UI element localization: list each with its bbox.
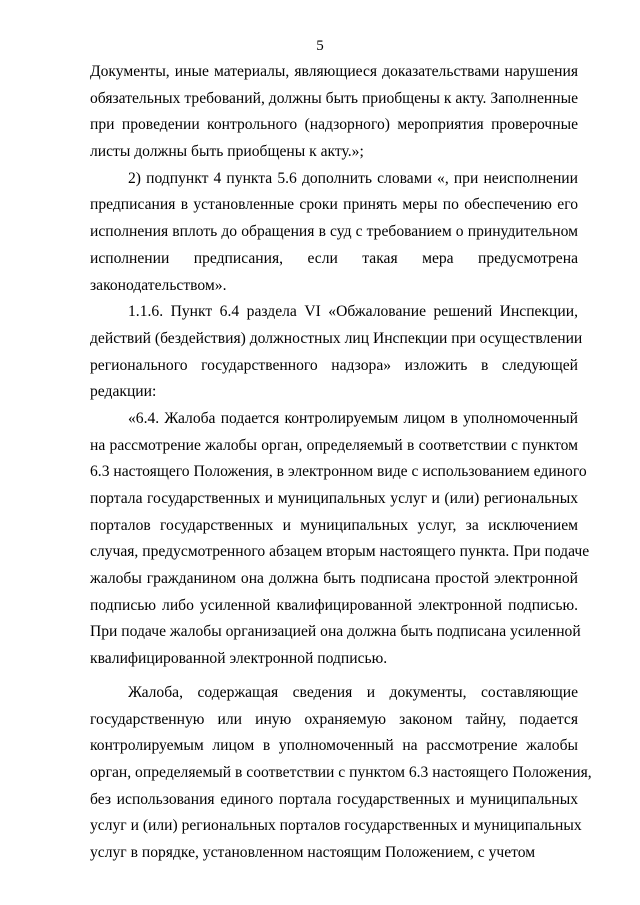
text-line: исполнения вплоть до обращения в суд с требованием о принудительном: [90, 223, 578, 241]
text-line: подписью либо усиленной квалифицированной электронной подписью.: [90, 596, 578, 614]
text-line: государственную или иную охраняемую законом тайну, подается: [90, 710, 578, 728]
paragraph: [90, 59, 578, 166]
text-line: исполнении предписания, если такая мера предусмотрена: [90, 249, 578, 267]
text-line: предписания в установленные сроки принять меры по обеспечению его: [90, 196, 578, 214]
text-line: порталов государственных и муниципальных услуг, за исключением: [90, 516, 578, 534]
text-line: случая, предусмотренного абзацем вторым настоящего пункта. При подаче: [90, 543, 590, 561]
text-line: регионального государственного надзора» изложить в следующей: [90, 356, 578, 374]
text-line: без использования единого портала государственных и муниципальных: [90, 790, 578, 808]
document-body: [90, 59, 592, 867]
text-line: Жалоба, содержащая сведения и документы, составляющие: [128, 683, 578, 701]
text-line: законодательством».: [90, 276, 227, 294]
text-line: 1.1.6. Пункт 6.4 раздела VI «Обжалование решений Инспекции,: [128, 303, 578, 321]
text-line: при проведении контрольного (надзорного) мероприятия проверочные: [90, 116, 578, 134]
text-line: Документы, иные материалы, являющиеся доказательствами нарушения: [90, 63, 578, 80]
text-line: 2) подпункт 4 пункта 5.6 дополнить словами «, при неисполнении: [128, 169, 578, 187]
text-line: квалифицированной электронной подписью.: [90, 650, 388, 668]
text-line: 6.3 настоящего Положения, в электронном виде с использованием единого: [90, 463, 587, 481]
page-number: 5: [316, 38, 324, 54]
text-line: услуг и (или) региональных порталов государственных и муниципальных: [90, 817, 582, 835]
paragraph: [90, 299, 583, 406]
paragraph: [90, 166, 578, 299]
text-line: редакции:: [90, 383, 157, 401]
text-line: на рассмотрение жалобы орган, определяемый в соответствии с пунктом: [90, 436, 578, 454]
text-line: услуг в порядке, установленном настоящим Положением, с учетом: [90, 843, 536, 861]
text-line: листы должны быть приобщены к акту.»;: [90, 143, 364, 161]
text-line: орган, определяемый в соответствии с пунктом 6.3 настоящего Положения,: [90, 763, 592, 781]
text-line: При подаче жалобы организацией она должна быть подписана усиленной: [90, 623, 581, 641]
text-line: обязательных требований, должны быть приобщены к акту. Заполненные: [90, 89, 578, 107]
text-line: жалобы гражданином она должна быть подписана простой электронной: [90, 570, 578, 588]
text-line: «6.4. Жалоба подается контролируемым лицом в уполномоченный: [128, 409, 578, 427]
text-line: действий (бездействия) должностных лиц Инспекции при осуществлении: [90, 329, 583, 347]
paragraph: [90, 680, 592, 867]
text-line: контролируемым лицом в уполномоченный на рассмотрение жалобы: [90, 737, 578, 755]
paragraph: [90, 406, 590, 673]
text-line: портала государственных и муниципальных услуг и (или) региональных: [90, 490, 578, 507]
